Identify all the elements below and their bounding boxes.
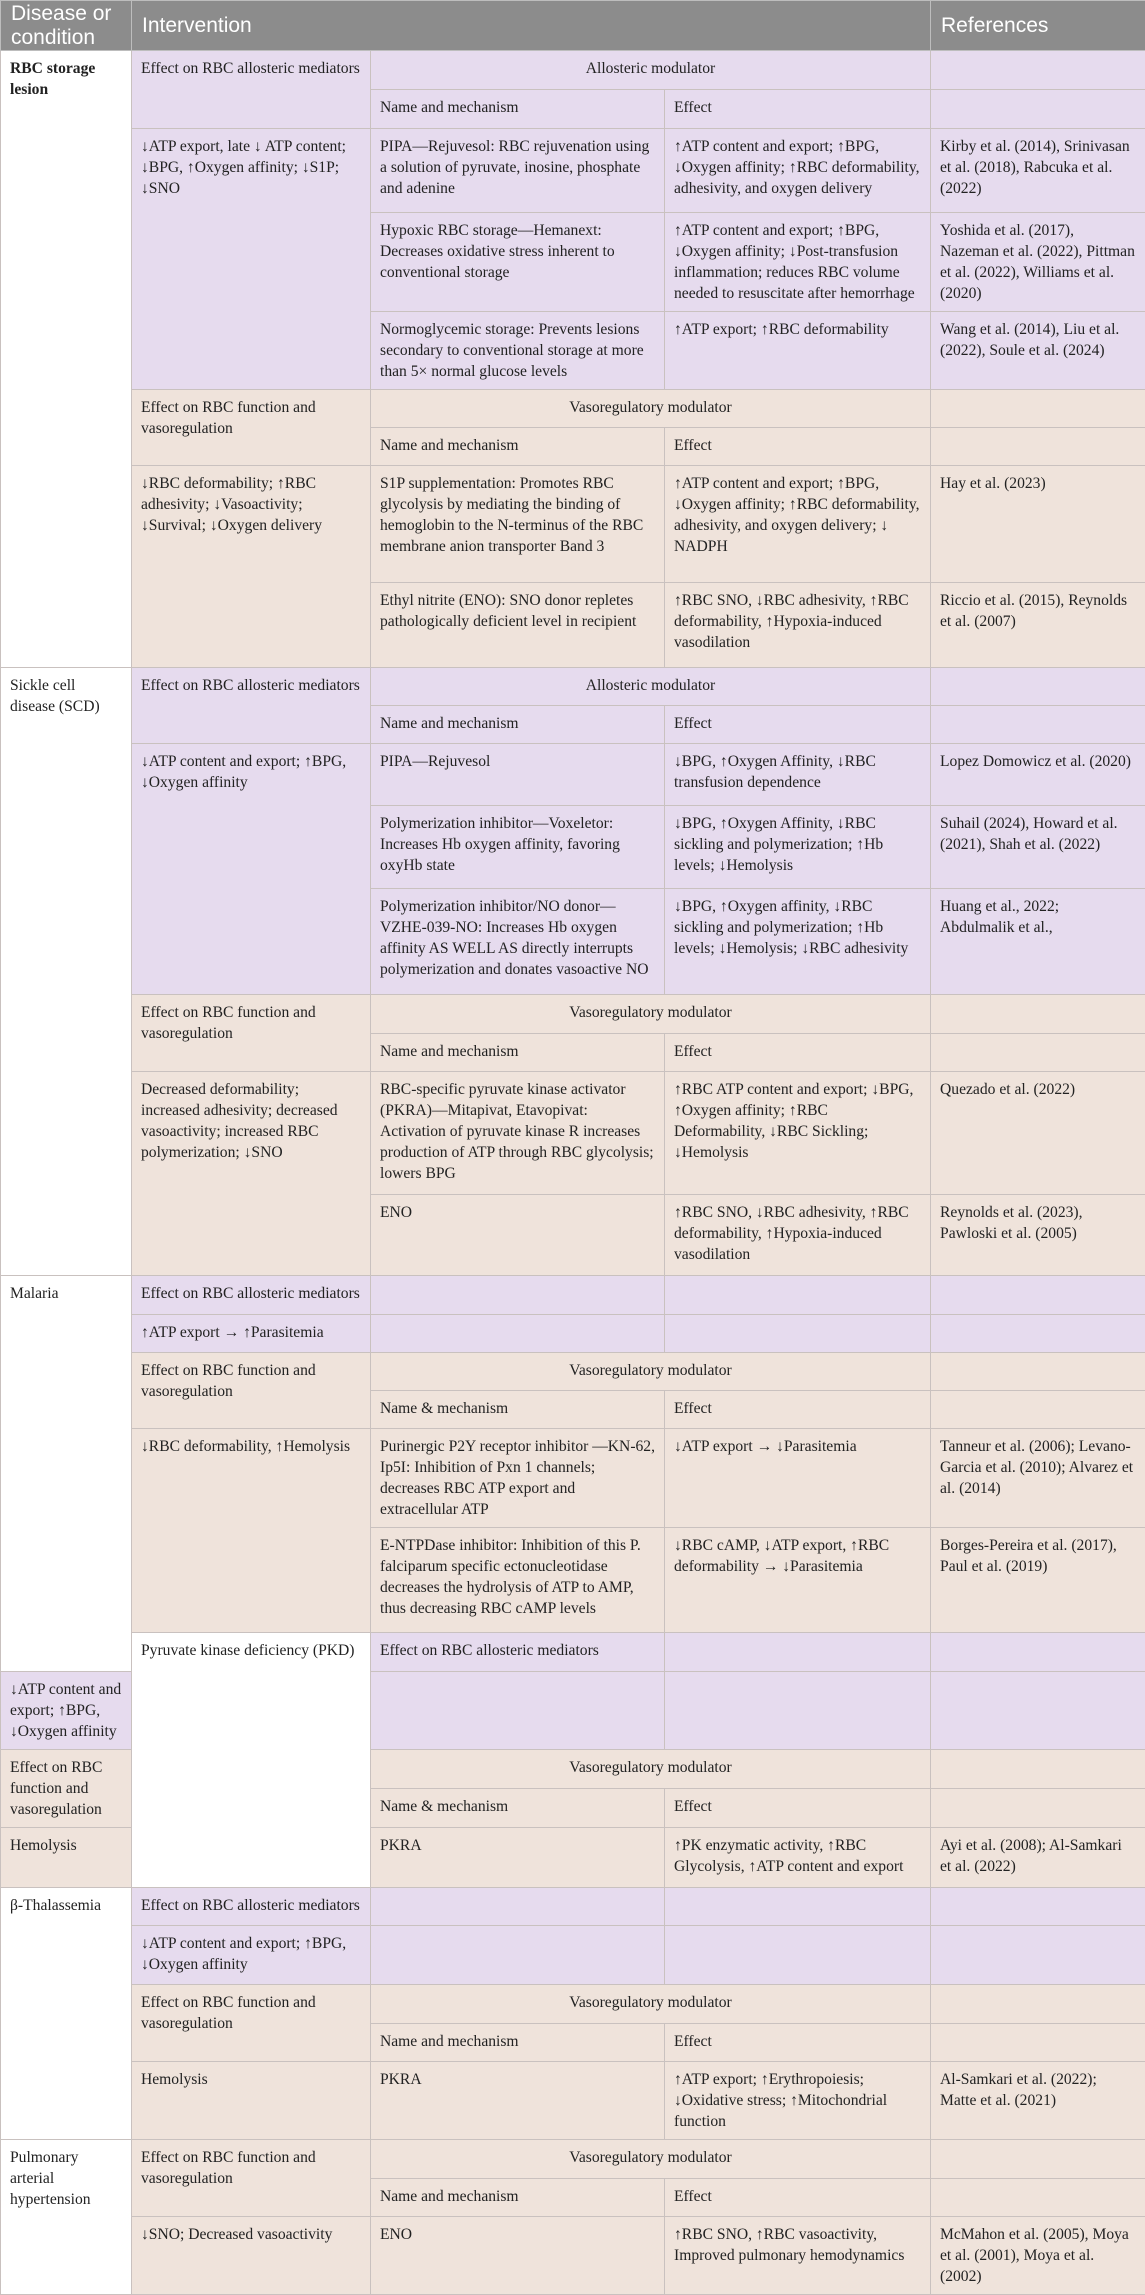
mechanism-cell: PIPA—Rejuvesol: [371, 744, 665, 806]
mechanism-cell: S1P supplementation: Promotes RBC glycolysis by mediating the binding of hemoglobin to the N-terminus of the RBC membrane anion transporter Band 3: [371, 466, 665, 583]
reference-cell: Al-Samkari et al. (2022); Matte et al. (2021): [931, 2062, 1145, 2140]
disease-cell: Pulmonary arterial hypertension: [1, 2140, 132, 2295]
effect-summary: ↓ATP content and export; ↑BPG, ↓Oxygen affinity: [132, 744, 371, 995]
mechanism-cell: Purinergic P2Y receptor inhibitor —KN-62, Ip5I: Inhibition of Pxn 1 channels; decreases RBC ATP export and extracellular ATP: [371, 1429, 665, 1528]
reference-cell: Yoshida et al. (2017), Nazeman et al. (2022), Pittman et al. (2022), Williams et al. (2020): [931, 213, 1145, 312]
effect-heading: Effect: [665, 1789, 931, 1828]
effect-summary: ↓ATP export, late ↓ ATP content; ↓BPG, ↑Oxygen affinity; ↓S1P; ↓SNO: [132, 129, 371, 390]
section-label: Effect on RBC function and vasoregulation: [132, 1353, 371, 1429]
reference-cell: Lopez Domowicz et al. (2020): [931, 744, 1145, 806]
reference-cell: [931, 51, 1145, 90]
reference-cell: [931, 1391, 1145, 1429]
effect-cell: ↑PK enzymatic activity, ↑RBC Glycolysis, ↑ATP content and export: [665, 1828, 931, 1888]
empty-cell: [931, 1276, 1145, 1315]
effect-cell: ↑ATP content and export; ↑BPG, ↓Oxygen affinity; ↓Post-transfusion inflammation; reduces RBC volume needed to resuscitate after hemorrhage: [665, 213, 931, 312]
reference-cell: [931, 2024, 1145, 2062]
effect-summary: Decreased deformability; increased adhesivity; decreased vasoactivity; increased RBC polymerization; ↓SNO: [132, 1072, 371, 1276]
mechanism-cell: Polymerization inhibitor—Voxeletor: Increases Hb oxygen affinity, favoring oxyHb state: [371, 806, 665, 889]
effect-cell: ↑RBC SNO, ↓RBC adhesivity, ↑RBC deformability, ↑Hypoxia-induced vasodilation: [665, 1195, 931, 1276]
disease-cell: Pyruvate kinase deficiency (PKD): [132, 1633, 371, 1888]
reference-cell: [931, 2179, 1145, 2217]
header-intervention: Intervention: [132, 1, 931, 51]
table-row: [1, 1353, 1145, 1391]
table-row: [1, 995, 1145, 1034]
table-row: [1, 1315, 1145, 1353]
name-mechanism-heading: Name and mechanism: [371, 2024, 665, 2062]
reference-cell: [931, 428, 1145, 466]
effect-cell: ↓BPG, ↑Oxygen Affinity, ↓RBC transfusion dependence: [665, 744, 931, 806]
table-header-row: [1, 1, 1145, 51]
section-label: Effect on RBC function and vasoregulation: [132, 390, 371, 466]
section-label: Effect on RBC function and vasoregulation: [132, 995, 371, 1072]
modulator-heading: Vasoregulatory modulator: [371, 2140, 931, 2179]
mechanism-cell: PKRA: [371, 1828, 665, 1888]
empty-cell: [931, 1315, 1145, 1353]
reference-cell: Riccio et al. (2015), Reynolds et al. (2007): [931, 583, 1145, 668]
mechanism-cell: ENO: [371, 1195, 665, 1276]
table-row: [1, 1926, 1145, 1985]
table-row: [1, 1072, 1145, 1195]
empty-cell: [665, 1888, 931, 1926]
header-disease: Disease or condition: [1, 1, 132, 51]
effect-summary: ↓ATP content and export; ↑BPG, ↓Oxygen affinity: [132, 1926, 371, 1985]
effect-summary: ↓RBC deformability, ↑Hemolysis: [132, 1429, 371, 1633]
reference-cell: Quezado et al. (2022): [931, 1072, 1145, 1195]
reference-cell: [931, 90, 1145, 129]
effect-cell: ↑ATP content and export; ↑BPG, ↓Oxygen affinity; ↑RBC deformability, adhesivity, and oxygen delivery: [665, 129, 931, 213]
empty-cell: [371, 1276, 665, 1315]
section-label: Effect on RBC allosteric mediators: [371, 1633, 665, 1672]
empty-cell: [665, 1276, 931, 1315]
disease-cell: Sickle cell disease (SCD): [1, 668, 132, 1276]
effect-summary: Hemolysis: [1, 1828, 132, 1888]
reference-cell: Kirby et al. (2014), Srinivasan et al. (2018), Rabcuka et al. (2022): [931, 129, 1145, 213]
name-mechanism-heading: Name & mechanism: [371, 1391, 665, 1429]
reference-cell: [931, 390, 1145, 428]
reference-cell: [931, 1750, 1145, 1789]
section-label: Effect on RBC function and vasoregulation: [132, 2140, 371, 2217]
reference-cell: Reynolds et al. (2023), Pawloski et al. (2005): [931, 1195, 1145, 1276]
table-row: [1, 2140, 1145, 2179]
empty-cell: [665, 1926, 931, 1985]
empty-cell: [931, 1633, 1145, 1672]
name-mechanism-heading: Name and mechanism: [371, 90, 665, 129]
empty-cell: [371, 1672, 665, 1750]
mechanism-cell: ENO: [371, 2217, 665, 2295]
effect-heading: Effect: [665, 2024, 931, 2062]
table-row: [1, 1985, 1145, 2024]
reference-cell: [931, 706, 1145, 744]
reference-cell: Borges-Pereira et al. (2017), Paul et al. (2019): [931, 1528, 1145, 1633]
reference-cell: Ayi et al. (2008); Al-Samkari et al. (2022): [931, 1828, 1145, 1888]
empty-cell: [665, 1315, 931, 1353]
mechanism-cell: RBC-specific pyruvate kinase activator (PKRA)—Mitapivat, Etavopivat: Activation of pyruvate kinase R increases production of ATP through RBC glycolysis; lowers BPG: [371, 1072, 665, 1195]
effect-cell: ↑ATP export; ↑RBC deformability: [665, 312, 931, 390]
reference-cell: [931, 1789, 1145, 1828]
empty-cell: [931, 1672, 1145, 1750]
table-row: [1, 1633, 1145, 1672]
effect-cell: ↓ATP export → ↓Parasitemia: [665, 1429, 931, 1528]
effect-cell: ↑RBC ATP content and export; ↓BPG, ↑Oxygen affinity; ↑RBC Deformability, ↓RBC Sickling; ↓Hemolysis: [665, 1072, 931, 1195]
empty-cell: [665, 1633, 931, 1672]
table-row: [1, 51, 1145, 90]
effect-cell: ↑RBC SNO, ↓RBC adhesivity, ↑RBC deformability, ↑Hypoxia-induced vasodilation: [665, 583, 931, 668]
header-references: References: [931, 1, 1145, 51]
modulator-heading: Allosteric modulator: [371, 668, 931, 706]
name-mechanism-heading: Name & mechanism: [371, 1789, 665, 1828]
section-label: Effect on RBC function and vasoregulation: [1, 1750, 132, 1828]
reference-cell: Wang et al. (2014), Liu et al. (2022), Soule et al. (2024): [931, 312, 1145, 390]
mechanism-cell: Ethyl nitrite (ENO): SNO donor repletes pathologically deficient level in recipient: [371, 583, 665, 668]
modulator-heading: Vasoregulatory modulator: [371, 1985, 931, 2024]
section-label: Effect on RBC allosteric mediators: [132, 1276, 371, 1315]
modulator-heading: Vasoregulatory modulator: [371, 390, 931, 428]
reference-cell: Tanneur et al. (2006); Levano-Garcia et al. (2010); Alvarez et al. (2014): [931, 1429, 1145, 1528]
mechanism-cell: Hypoxic RBC storage—Hemanext: Decreases oxidative stress inherent to conventional storage: [371, 213, 665, 312]
empty-cell: [931, 1888, 1145, 1926]
reference-cell: McMahon et al. (2005), Moya et al. (2001), Moya et al. (2002): [931, 2217, 1145, 2295]
table-row: [1, 390, 1145, 428]
disease-cell: RBC storage lesion: [1, 51, 132, 668]
section-label: Effect on RBC allosteric mediators: [132, 51, 371, 129]
table-row: [1, 2217, 1145, 2295]
reference-cell: [931, 2140, 1145, 2179]
reference-cell: [931, 1985, 1145, 2024]
table-row: [1, 1429, 1145, 1528]
effect-heading: Effect: [665, 706, 931, 744]
empty-cell: [931, 1926, 1145, 1985]
table-row: [1, 466, 1145, 583]
mechanism-cell: PKRA: [371, 2062, 665, 2140]
name-mechanism-heading: Name and mechanism: [371, 706, 665, 744]
empty-cell: [371, 1926, 665, 1985]
mechanism-cell: PIPA—Rejuvesol: RBC rejuvenation using a solution of pyruvate, inosine, phosphate and adenine: [371, 129, 665, 213]
table-row: [1, 129, 1145, 213]
modulator-heading: Allosteric modulator: [371, 51, 931, 90]
mechanism-cell: E-NTPDase inhibitor: Inhibition of this P. falciparum specific ectonucleotidase decreases the hydrolysis of ATP to AMP, thus decreasing RBC cAMP levels: [371, 1528, 665, 1633]
name-mechanism-heading: Name and mechanism: [371, 1034, 665, 1072]
name-mechanism-heading: Name and mechanism: [371, 2179, 665, 2217]
effect-cell: ↓BPG, ↑Oxygen affinity, ↓RBC sickling and polymerization; ↑Hb levels; ↓Hemolysis; ↓RBC adhesivity: [665, 889, 931, 995]
reference-cell: Huang et al., 2022; Abdulmalik et al.,: [931, 889, 1145, 995]
table-row: [1, 744, 1145, 806]
effect-heading: Effect: [665, 2179, 931, 2217]
empty-cell: [371, 1315, 665, 1353]
table-row: [1, 1276, 1145, 1315]
effect-heading: Effect: [665, 1034, 931, 1072]
effect-cell: ↓RBC cAMP, ↓ATP export, ↑RBC deformability → ↓Parasitemia: [665, 1528, 931, 1633]
effect-cell: ↓BPG, ↑Oxygen Affinity, ↓RBC sickling and polymerization; ↑Hb levels; ↓Hemolysis: [665, 806, 931, 889]
reference-cell: [931, 1034, 1145, 1072]
effect-summary: ↑ATP export → ↑Parasitemia: [132, 1315, 371, 1353]
effect-cell: ↑ATP content and export; ↑BPG, ↓Oxygen affinity; ↑RBC deformability, adhesivity, and oxygen delivery; ↓ NADPH: [665, 466, 931, 583]
effect-heading: Effect: [665, 428, 931, 466]
effect-heading: Effect: [665, 90, 931, 129]
modulator-heading: Vasoregulatory modulator: [371, 1750, 931, 1789]
section-label: Effect on RBC allosteric mediators: [132, 668, 371, 744]
effect-summary: ↓ATP content and export; ↑BPG, ↓Oxygen affinity: [1, 1672, 132, 1750]
mechanism-cell: Normoglycemic storage: Prevents lesions secondary to conventional storage at more than 5× normal glucose levels: [371, 312, 665, 390]
name-mechanism-heading: Name and mechanism: [371, 428, 665, 466]
disease-cell: β-Thalassemia: [1, 1888, 132, 2140]
section-label: Effect on RBC function and vasoregulation: [132, 1985, 371, 2062]
section-label: Effect on RBC allosteric mediators: [132, 1888, 371, 1926]
reference-cell: Suhail (2024), Howard et al. (2021), Shah et al. (2022): [931, 806, 1145, 889]
effect-heading: Effect: [665, 1391, 931, 1429]
table-row: [1, 668, 1145, 706]
reference-cell: Hay et al. (2023): [931, 466, 1145, 583]
table-row: [1, 2062, 1145, 2140]
mechanism-cell: Polymerization inhibitor/NO donor—VZHE-039-NO: Increases Hb oxygen affinity AS WELL AS directly interrupts polymerization and donates vasoactive NO: [371, 889, 665, 995]
empty-cell: [665, 1672, 931, 1750]
effect-cell: ↑ATP export; ↑Erythropoiesis; ↓Oxidative stress; ↑Mitochondrial function: [665, 2062, 931, 2140]
reference-cell: [931, 668, 1145, 706]
reference-cell: [931, 995, 1145, 1034]
effect-summary: Hemolysis: [132, 2062, 371, 2140]
effect-summary: ↓SNO; Decreased vasoactivity: [132, 2217, 371, 2295]
modulator-heading: Vasoregulatory modulator: [371, 1353, 931, 1391]
table-row: [1, 1888, 1145, 1926]
effect-cell: ↑RBC SNO, ↑RBC vasoactivity, Improved pulmonary hemodynamics: [665, 2217, 931, 2295]
effect-summary: ↓RBC deformability; ↑RBC adhesivity; ↓Vasoactivity; ↓Survival; ↓Oxygen delivery: [132, 466, 371, 668]
empty-cell: [371, 1888, 665, 1926]
reference-cell: [931, 1353, 1145, 1391]
disease-cell: Malaria: [1, 1276, 132, 1672]
modulator-heading: Vasoregulatory modulator: [371, 995, 931, 1034]
